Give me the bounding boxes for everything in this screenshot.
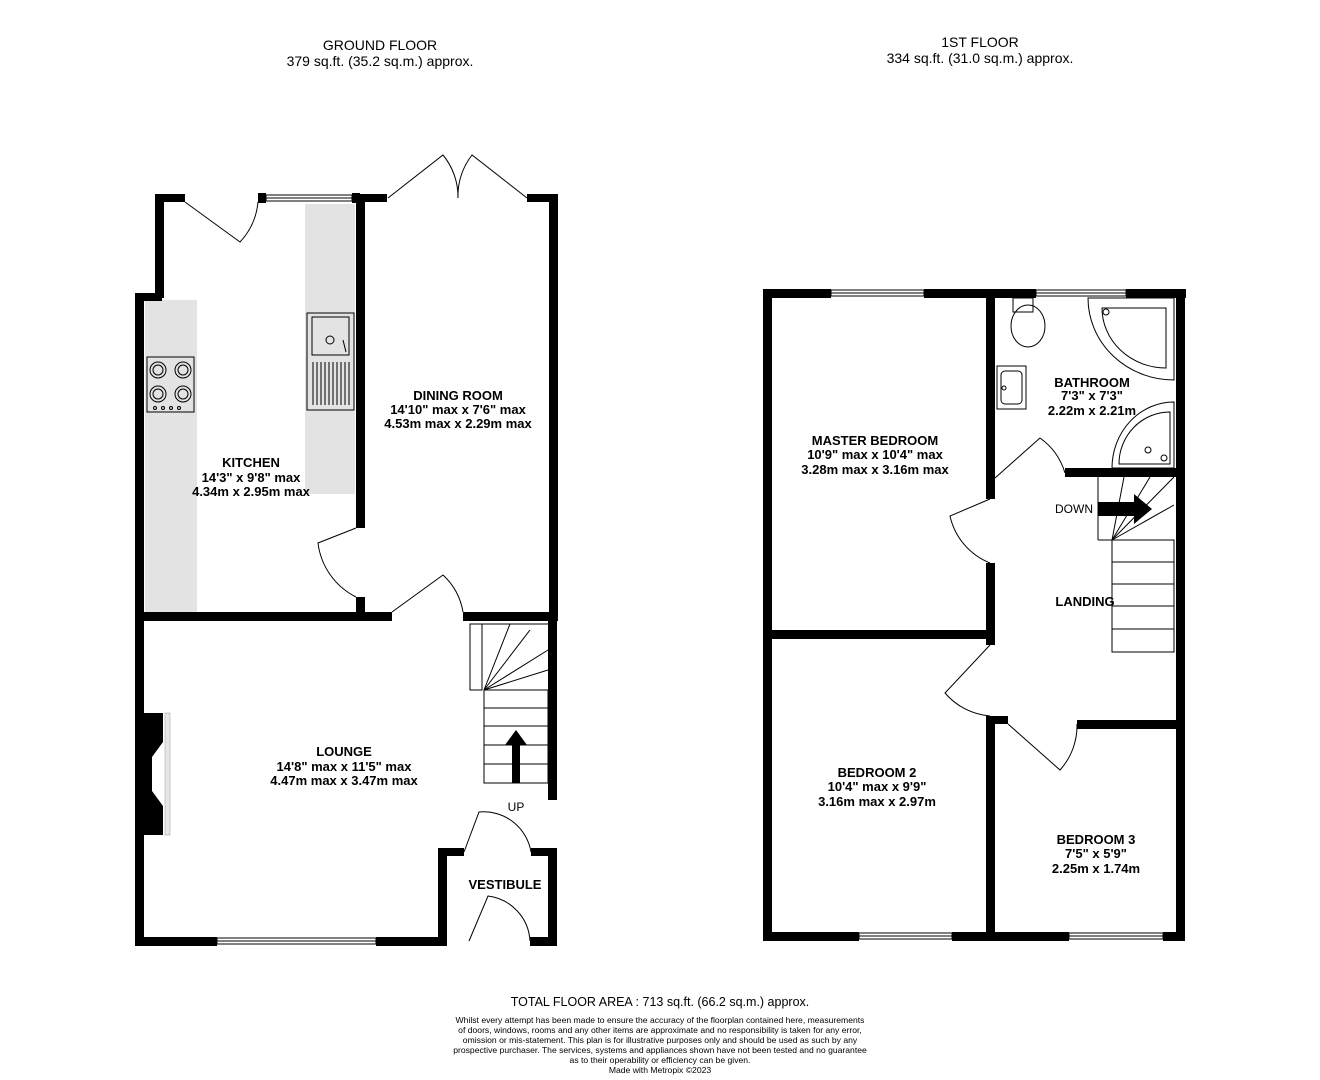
lounge-fireplace [144, 713, 170, 835]
dining-room-dim-imperial: 14'10" max x 7'6" max [390, 402, 526, 417]
disclaimer-line: Whilst every attempt has been made to ensure the accuracy of the floorplan contained here, measurements [455, 1015, 865, 1025]
total-floor-area: TOTAL FLOOR AREA : 713 sq.ft. (66.2 sq.m.) approx. [510, 995, 810, 1009]
stairs-down-label: DOWN [1055, 502, 1093, 516]
first-floor-plan [763, 289, 1186, 941]
bathroom-dim-imperial: 7'3" x 7'3" [1061, 388, 1123, 403]
disclaimer-line: of doors, windows, rooms and any other items are approximate and no responsibility is taken for any error, [458, 1025, 862, 1035]
footer [410, 995, 910, 1075]
bedroom-3-name: BEDROOM 3 [1056, 832, 1136, 847]
made-with-credit: Made with Metropix ©2023 [608, 1065, 712, 1075]
bathroom-toilet [1011, 298, 1045, 347]
stairs-down-arrow [1098, 494, 1152, 524]
disclaimer-line: prospective purchaser. The services, systems and appliances shown have not been tested and no guarantee [453, 1045, 867, 1055]
master-bedroom-name: MASTER BEDROOM [811, 433, 939, 448]
master-bedroom-dim-imperial: 10'9" max x 10'4" max [807, 447, 943, 462]
ground-floor-plan [135, 155, 558, 946]
kitchen-name: KITCHEN [222, 455, 280, 470]
lounge-dim-metric: 4.47m max x 3.47m max [270, 773, 418, 788]
first-floor-title: 1ST FLOOR [941, 34, 1019, 50]
landing-name: LANDING [1055, 594, 1115, 609]
ground-floor-stairs [470, 624, 548, 783]
ground-floor-area: 379 sq.ft. (35.2 sq.m.) approx. [286, 53, 474, 69]
bedroom-3-dim-metric: 2.25m x 1.74m [1051, 861, 1141, 876]
vestibule-name: VESTIBULE [468, 877, 542, 892]
bedroom-2-dim-metric: 3.16m max x 2.97m [818, 794, 936, 809]
ground-floor-title: GROUND FLOOR [322, 37, 438, 53]
bathroom-corner-bath [1088, 298, 1174, 380]
dining-room-dim-metric: 4.53m max x 2.29m max [384, 416, 532, 431]
bedroom-2-name: BEDROOM 2 [837, 765, 917, 780]
stairs-up-label: UP [507, 800, 525, 814]
kitchen-dim-imperial: 14'3" x 9'8" max [201, 470, 301, 485]
disclaimer-line: as to their operability or efficiency can be given. [569, 1055, 751, 1065]
bathroom-name: BATHROOM [1054, 375, 1130, 390]
first-floor-area: 334 sq.ft. (31.0 sq.m.) approx. [886, 50, 1074, 66]
lounge-dim-imperial: 14'8" max x 11'5" max [276, 759, 412, 774]
bedroom-2-dim-imperial: 10'4" max x 9'9" [827, 779, 927, 794]
lounge-name: LOUNGE [316, 744, 372, 759]
bathroom-basin [997, 366, 1026, 409]
kitchen-worktop-left [145, 300, 197, 612]
dining-room-name: DINING ROOM [413, 388, 503, 403]
bathroom-dim-metric: 2.22m x 2.21m [1047, 403, 1137, 418]
kitchen-dim-metric: 4.34m x 2.95m max [192, 484, 310, 499]
disclaimer-line: omission or mis-statement. This plan is for illustrative purposes only and should be used as such by any [462, 1035, 858, 1045]
stairs-up-arrow [505, 730, 527, 783]
bedroom-3-dim-imperial: 7'5" x 5'9" [1065, 846, 1127, 861]
master-bedroom-dim-metric: 3.28m max x 3.16m max [801, 462, 949, 477]
